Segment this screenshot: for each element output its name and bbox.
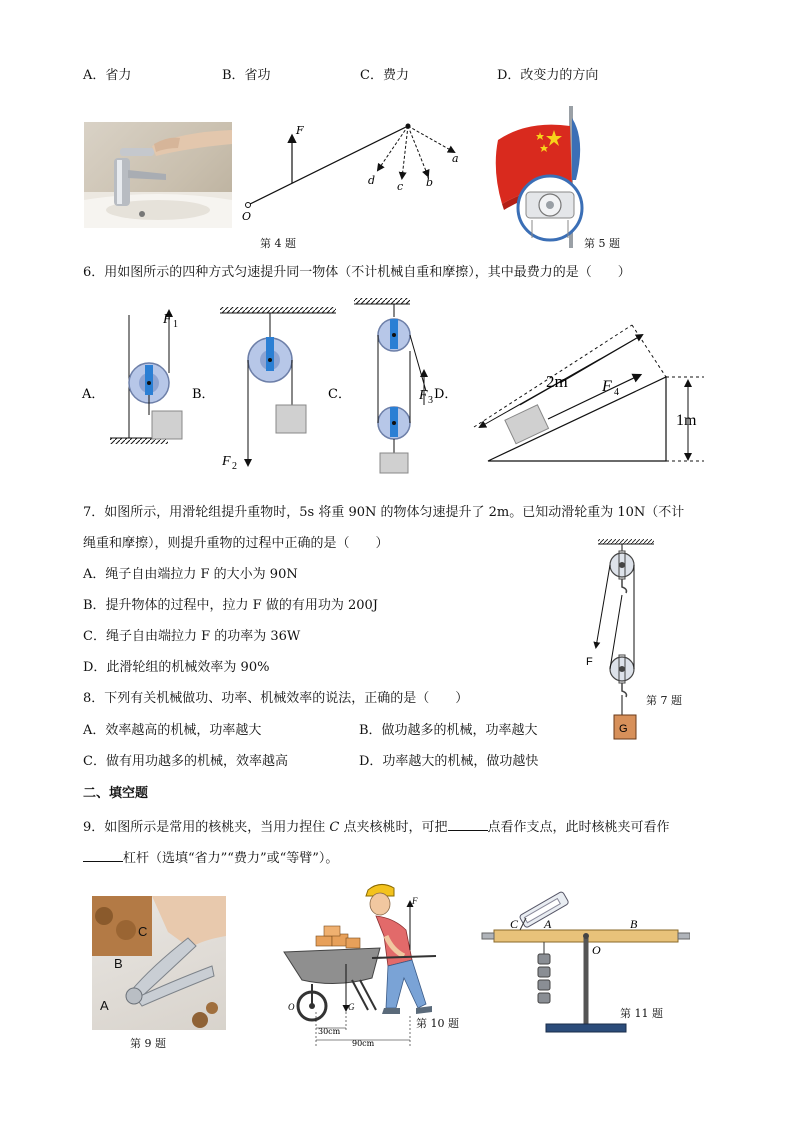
q6-label-d: D．: [434, 387, 458, 402]
label-d: d: [368, 174, 376, 187]
label-c: c: [397, 180, 404, 193]
q9-line1: [83, 818, 670, 836]
faucet-illustration: [84, 122, 232, 228]
q7-label-g: G: [619, 723, 628, 735]
q7-option-d: D．此滑轮组的机械效率为 90%: [83, 660, 270, 675]
q7-option-c: C．绳子自由端拉力 F 的功率为 36W: [83, 629, 301, 644]
fig5-flag-illustration: [488, 100, 598, 250]
q6-height: 1m: [676, 412, 697, 429]
q6-length: 2m: [546, 372, 568, 391]
q5-option-d: D．改变力的方向: [497, 68, 599, 83]
lever-bar: [248, 126, 408, 205]
fig11-label-o: O: [592, 943, 601, 957]
fig10-caption: 第 10 题: [416, 1017, 459, 1030]
label-o: O: [242, 210, 252, 223]
q9-point-c: C: [329, 820, 340, 835]
q6-label-c: C．: [328, 387, 351, 402]
fig10-label-f: F: [412, 896, 418, 906]
q6-f3: F: [419, 388, 428, 403]
q6-f4: F: [602, 378, 612, 395]
q6-f2: F: [222, 454, 231, 469]
faucet-photo: [84, 122, 232, 228]
q7-stem-line1: 7．如图所示，用滑轮组提升重物时，5s 将重 90N 的物体匀速提升了 2m。已知动滑轮重为 10N（不计: [83, 505, 685, 520]
q7-pulley-figure: [580, 535, 700, 745]
q9-blank-2[interactable]: [83, 849, 123, 862]
q8-option-a: A．效率越高的机械，功率越大: [83, 723, 262, 738]
q8-option-c: C．做有用功越多的机械，效率越高: [83, 754, 288, 769]
fig10-label-g: G: [348, 1002, 355, 1012]
label-f: F: [296, 124, 304, 137]
q7-option-b: B．提升物体的过程中，拉力 F 做的有用功为 200J: [83, 598, 378, 613]
pivot-o: [246, 203, 251, 208]
arrow-c: [402, 126, 408, 178]
q6-f4-sub: 4: [614, 387, 619, 398]
fig5-caption: 第 5 题: [584, 237, 620, 250]
q9-label-a: A: [100, 998, 109, 1013]
q8-stem: 8．下列有关机械做功、功率、机械效率的说法，正确的是（ ）: [83, 691, 469, 706]
q6-figures: [80, 295, 720, 475]
nutcracker-photo: [92, 896, 226, 1030]
q5-option-a: A．省力: [83, 68, 132, 83]
fig10-dim-90: 90cm: [352, 1039, 375, 1048]
fig4-lever-diagram: [236, 118, 466, 228]
arrow-a: [408, 126, 454, 152]
q8-option-d: D．功率越大的机械，做功越快: [359, 754, 539, 769]
q6-label-b: B．: [192, 387, 215, 402]
fig11-label-a: A: [544, 917, 552, 931]
q9-label-b: B: [114, 956, 123, 971]
q6-f2-sub: 2: [232, 461, 237, 472]
q7-option-a: A．绳子自由端拉力 F 的大小为 90N: [83, 567, 298, 582]
q7-label-f: F: [586, 656, 593, 668]
q9-line2: [83, 849, 338, 867]
arrow-b: [408, 126, 428, 176]
fig11-label-c: C: [510, 917, 519, 931]
q6-f1-sub: 1: [173, 319, 178, 330]
q7-stem-line2: 绳重和摩擦），则提升重物的过程中正确的是（ ）: [83, 536, 389, 551]
fig11-caption: 第 11 题: [620, 1007, 663, 1020]
fig9-caption: 第 9 题: [130, 1037, 166, 1050]
q8-option-b: B．做功越多的机械，功率越大: [359, 723, 538, 738]
q7-caption: 第 7 题: [646, 694, 682, 707]
q9-line1-b: 点夹核桃时，可把: [339, 820, 448, 835]
fig10-label-o: O: [288, 1002, 295, 1012]
fig4-caption: 第 4 题: [260, 237, 296, 250]
fig10-dim-30: 30cm: [318, 1027, 341, 1036]
section-title-fill-blank: 二、填空题: [83, 786, 149, 801]
q6-f3-sub: 3: [428, 395, 433, 406]
q9-line1-a: 9．如图所示是常用的核桃夹，当用力捏住: [83, 820, 330, 835]
q6-label-a: A．: [82, 387, 105, 402]
q5-option-c: C．费力: [360, 68, 409, 83]
fig11-label-b: B: [630, 917, 638, 931]
q9-line2-text: 杠杆（选填“省力”“费力”或“等臂”）。: [123, 851, 339, 866]
q9-blank-1[interactable]: [448, 818, 488, 831]
q6-stem: 6．用如图所示的四种方式匀速提升同一物体（不计机械自重和摩擦），其中最费力的是（ ）: [83, 265, 631, 280]
q9-label-c: C: [138, 924, 148, 939]
label-a: a: [452, 152, 459, 165]
nutcracker-illustration: [92, 896, 226, 1030]
q6-f1: F: [163, 312, 172, 327]
q9-line1-c: 点看作支点，此时核桃夹可看作: [487, 820, 670, 835]
q5-option-b: B．省功: [222, 68, 271, 83]
label-b: b: [426, 176, 434, 189]
